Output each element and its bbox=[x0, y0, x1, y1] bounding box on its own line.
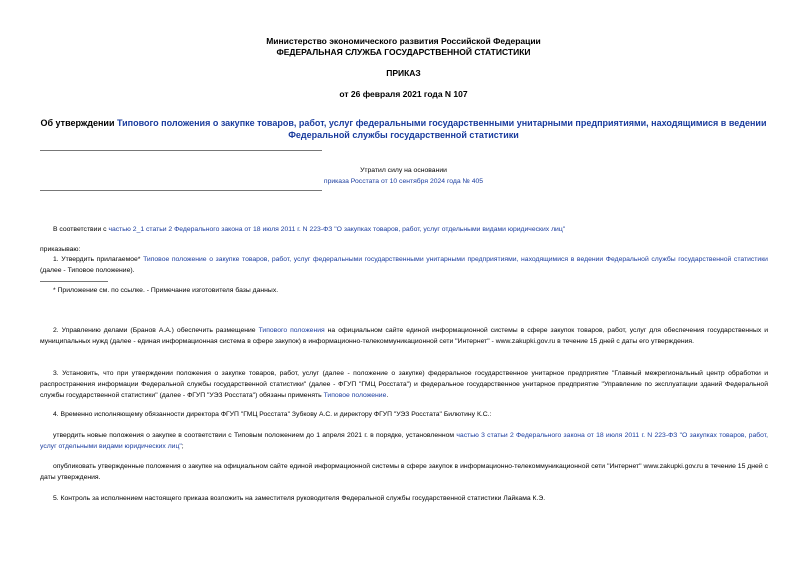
item-2-suffix: на официальном сайте единой информационной системы в сфере закупок товаров, работ, услуг для обеспечения государственных и муниципальных нужд (далее - единая информационная система в сфере закупок) в информационно-телекоммуникационной сети "Интернет" - www.zakupki.gov.ru в течение 15 дней с даты его утверждения. bbox=[40, 327, 768, 345]
document-title bbox=[30, 117, 777, 141]
item-3-prefix: 3. Установить, что при утверждении положения о закупке товаров, работ, услуг (далее - положение о закупке) федеральное государственное унитарное предприятие "Главный межрегиональный центр обработки и распространения информации Федеральной службы государственной статистики" (далее - ФГУП "ГМЦ Росстата") и федеральное государственное унитарное предприятие "Управление по эксплуатации зданий Федеральной службы государственной статистики" (далее - ФГУП "УЭЗ Росстата") обязаны применять bbox=[40, 370, 768, 399]
title-link[interactable]: Типового положения о закупке товаров, работ, услуг федеральными государственными унитарными предприятиями, находящимися в ведении Федеральной службы государственной статистики bbox=[116, 118, 767, 140]
status-link-line bbox=[40, 176, 767, 187]
item-2-prefix: 2. Управлению делами (Бранов А.А.) обеспечить размещение bbox=[53, 327, 259, 334]
service-name: ФЕДЕРАЛЬНАЯ СЛУЖБА ГОСУДАРСТВЕННОЙ СТАТИСТИКИ bbox=[276, 47, 531, 57]
divider-top bbox=[40, 150, 322, 151]
preamble-prefix: В соответствии с bbox=[53, 226, 109, 233]
item-4a bbox=[40, 430, 768, 452]
divider-bottom bbox=[40, 190, 322, 191]
item-1 bbox=[40, 254, 768, 276]
preamble-link[interactable]: частью 2_1 статьи 2 Федерального закона от 18 июля 2011 г. N 223-ФЗ "О закупках товаров, работ, услуг отдельными видами юридических лиц" bbox=[108, 226, 566, 233]
status-link[interactable]: приказа Росстата от 10 сентября 2024 года № 405 bbox=[323, 178, 484, 185]
footnote-divider bbox=[40, 281, 108, 282]
footnote: * Приложение см. по ссылке. - Примечание изготовителя базы данных. bbox=[53, 287, 279, 294]
status-note: Утратил силу на основании bbox=[360, 167, 447, 174]
title-prefix: Об утверждении bbox=[40, 118, 117, 128]
order-word: приказываю: bbox=[40, 246, 81, 253]
item-2 bbox=[40, 325, 768, 347]
item-1-suffix: (далее - Типовое положение). bbox=[40, 267, 135, 274]
item-4a-prefix: утвердить новые положения о закупке в соответствии с Типовым положением до 1 апреля 2021 г. в порядке, установленном bbox=[53, 432, 457, 439]
item-4a-link[interactable]: частью 3 статьи 2 Федерального закона от 18 июля 2011 г. N 223-ФЗ "О закупках товаров, работ, услуг отдельными видами юридических лиц" bbox=[40, 432, 768, 450]
document-type: ПРИКАЗ bbox=[386, 68, 421, 78]
item-3-link[interactable]: Типовое положение bbox=[323, 392, 387, 399]
item-4a-suffix: ; bbox=[181, 443, 184, 450]
item-1-prefix: 1. Утвердить прилагаемое* bbox=[53, 256, 144, 263]
document-date: от 26 февраля 2021 года N 107 bbox=[339, 89, 468, 99]
ministry-name: Министерство экономического развития Российской Федерации bbox=[266, 36, 541, 46]
item-5: 5. Контроль за исполнением настоящего приказа возложить на заместителя руководителя Федеральной службы государственной статистики Лайкама К.Э. bbox=[53, 495, 546, 502]
item-3-suffix: . bbox=[386, 392, 389, 399]
item-2-link[interactable]: Типового положения bbox=[258, 327, 325, 334]
item-3 bbox=[40, 368, 768, 401]
preamble bbox=[40, 224, 768, 235]
item-1-link[interactable]: Типовое положение о закупке товаров, работ, услуг федеральными государственными унитарными предприятиями, находящимися в ведении Федеральной службы государственной статистики bbox=[143, 256, 768, 263]
item-4: 4. Временно исполняющему обязанности директора ФГУП "ГМЦ Росстата" Зубкову А.С. и директору ФГУП "УЭЗ Росстата" Билютину К.С.: bbox=[53, 411, 492, 418]
item-4b: опубликовать утвержденные положения о закупке на официальном сайте единой информационной системы в сфере закупок в информационно-телекоммуникационной сети "Интернет" www.zakupki.gov.ru в течение 15 дней с даты утверждения. bbox=[40, 463, 768, 481]
